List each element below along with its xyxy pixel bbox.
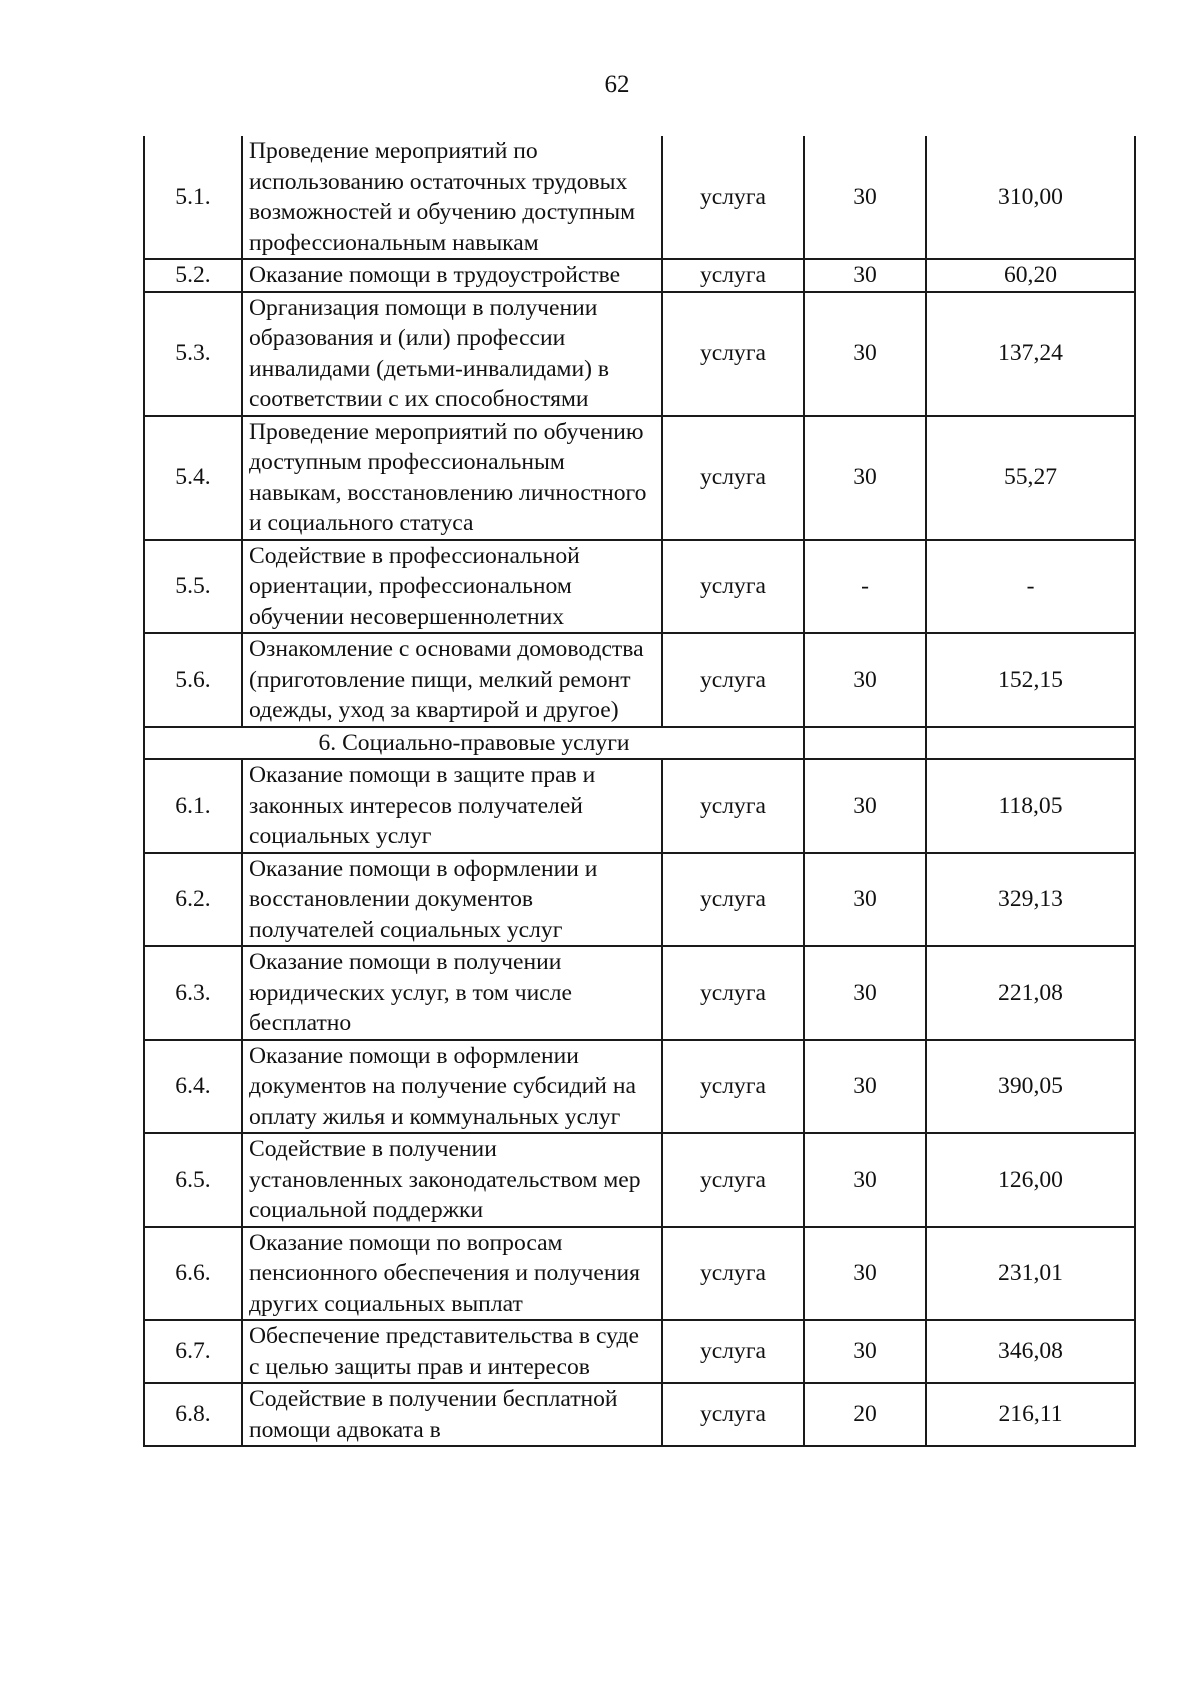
table-row: [144, 259, 1135, 292]
unit-of-measure: услуга: [662, 633, 804, 727]
section-row: [144, 727, 1135, 760]
service-name: Ознакомление с основами домоводства (приготовление пищи, мелкий ремонт одежды, уход за квартирой и другое): [242, 633, 662, 727]
norm-value: 30: [804, 1040, 926, 1134]
table-row: [144, 633, 1135, 727]
table-row: [144, 136, 1135, 259]
table-row: [144, 1040, 1135, 1134]
service-name: Оказание помощи в получении юридических услуг, в том числе бесплатно: [242, 946, 662, 1040]
row-number: 6.2.: [144, 853, 242, 947]
table-row: [144, 1383, 1135, 1446]
price-value: 310,00: [926, 136, 1135, 259]
price-value: 390,05: [926, 1040, 1135, 1134]
norm-value: 30: [804, 1320, 926, 1383]
service-name: Оказание помощи в трудоустройстве: [242, 259, 662, 292]
row-number: 5.1.: [144, 136, 242, 259]
section-empty-cell: [926, 727, 1135, 760]
service-name: Оказание помощи в оформлении документов на получение субсидий на оплату жилья и коммунальных услуг: [242, 1040, 662, 1134]
table-row: [144, 1320, 1135, 1383]
page-number: 62: [604, 71, 630, 98]
norm-value: 30: [804, 853, 926, 947]
norm-value: 30: [804, 1227, 926, 1321]
row-number: 6.3.: [144, 946, 242, 1040]
table-row: [144, 853, 1135, 947]
row-number: 6.7.: [144, 1320, 242, 1383]
table-row: [144, 416, 1135, 540]
row-number: 5.6.: [144, 633, 242, 727]
norm-value: 30: [804, 259, 926, 292]
norm-value: 20: [804, 1383, 926, 1446]
service-name: Обеспечение представительства в суде с целью защиты прав и интересов: [242, 1320, 662, 1383]
unit-of-measure: услуга: [662, 1383, 804, 1446]
service-name: Оказание помощи по вопросам пенсионного обеспечения и получения других социальных выплат: [242, 1227, 662, 1321]
unit-of-measure: услуга: [662, 1040, 804, 1134]
row-number: 5.4.: [144, 416, 242, 540]
price-value: 137,24: [926, 292, 1135, 416]
price-value: -: [926, 540, 1135, 634]
price-value: 329,13: [926, 853, 1135, 947]
row-number: 6.1.: [144, 759, 242, 853]
table-row: [144, 759, 1135, 853]
norm-value: 30: [804, 759, 926, 853]
services-table: [143, 136, 1136, 1447]
norm-value: 30: [804, 136, 926, 259]
unit-of-measure: услуга: [662, 1133, 804, 1227]
unit-of-measure: услуга: [662, 416, 804, 540]
table-row: [144, 946, 1135, 1040]
table-row: [144, 540, 1135, 634]
price-value: 152,15: [926, 633, 1135, 727]
norm-value: -: [804, 540, 926, 634]
section-title: 6. Социально-правовые услуги: [144, 727, 804, 760]
table-row: [144, 1133, 1135, 1227]
row-number: 5.5.: [144, 540, 242, 634]
table-row: [144, 1227, 1135, 1321]
row-number: 6.6.: [144, 1227, 242, 1321]
price-value: 221,08: [926, 946, 1135, 1040]
service-name: Оказание помощи в оформлении и восстановлении документов получателей социальных услуг: [242, 853, 662, 947]
price-value: 231,01: [926, 1227, 1135, 1321]
service-name: Проведение мероприятий по использованию остаточных трудовых возможностей и обучению доступным профессиональным навыкам: [242, 136, 662, 259]
row-number: 5.2.: [144, 259, 242, 292]
price-value: 55,27: [926, 416, 1135, 540]
table-body: [144, 136, 1135, 1446]
price-value: 126,00: [926, 1133, 1135, 1227]
service-name: Проведение мероприятий по обучению доступным профессиональным навыкам, восстановлению личностного и социального статуса: [242, 416, 662, 540]
norm-value: 30: [804, 946, 926, 1040]
row-number: 6.4.: [144, 1040, 242, 1134]
unit-of-measure: услуга: [662, 946, 804, 1040]
price-value: 346,08: [926, 1320, 1135, 1383]
row-number: 6.5.: [144, 1133, 242, 1227]
unit-of-measure: услуга: [662, 1320, 804, 1383]
table-row: [144, 292, 1135, 416]
unit-of-measure: услуга: [662, 759, 804, 853]
norm-value: 30: [804, 633, 926, 727]
price-value: 216,11: [926, 1383, 1135, 1446]
row-number: 6.8.: [144, 1383, 242, 1446]
unit-of-measure: услуга: [662, 136, 804, 259]
unit-of-measure: услуга: [662, 853, 804, 947]
price-value: 118,05: [926, 759, 1135, 853]
service-name: Оказание помощи в защите прав и законных интересов получателей социальных услуг: [242, 759, 662, 853]
norm-value: 30: [804, 292, 926, 416]
unit-of-measure: услуга: [662, 292, 804, 416]
unit-of-measure: услуга: [662, 540, 804, 634]
section-empty-cell: [804, 727, 926, 760]
norm-value: 30: [804, 416, 926, 540]
price-value: 60,20: [926, 259, 1135, 292]
service-name: Содействие в получении установленных законодательством мер социальной поддержки: [242, 1133, 662, 1227]
service-name: Организация помощи в получении образования и (или) профессии инвалидами (детьми-инвалидами) в соответствии с их способностями: [242, 292, 662, 416]
unit-of-measure: услуга: [662, 1227, 804, 1321]
service-name: Содействие в профессиональной ориентации, профессиональном обучении несовершеннолетних: [242, 540, 662, 634]
unit-of-measure: услуга: [662, 259, 804, 292]
row-number: 5.3.: [144, 292, 242, 416]
service-name: Содействие в получении бесплатной помощи адвоката в: [242, 1383, 662, 1446]
norm-value: 30: [804, 1133, 926, 1227]
